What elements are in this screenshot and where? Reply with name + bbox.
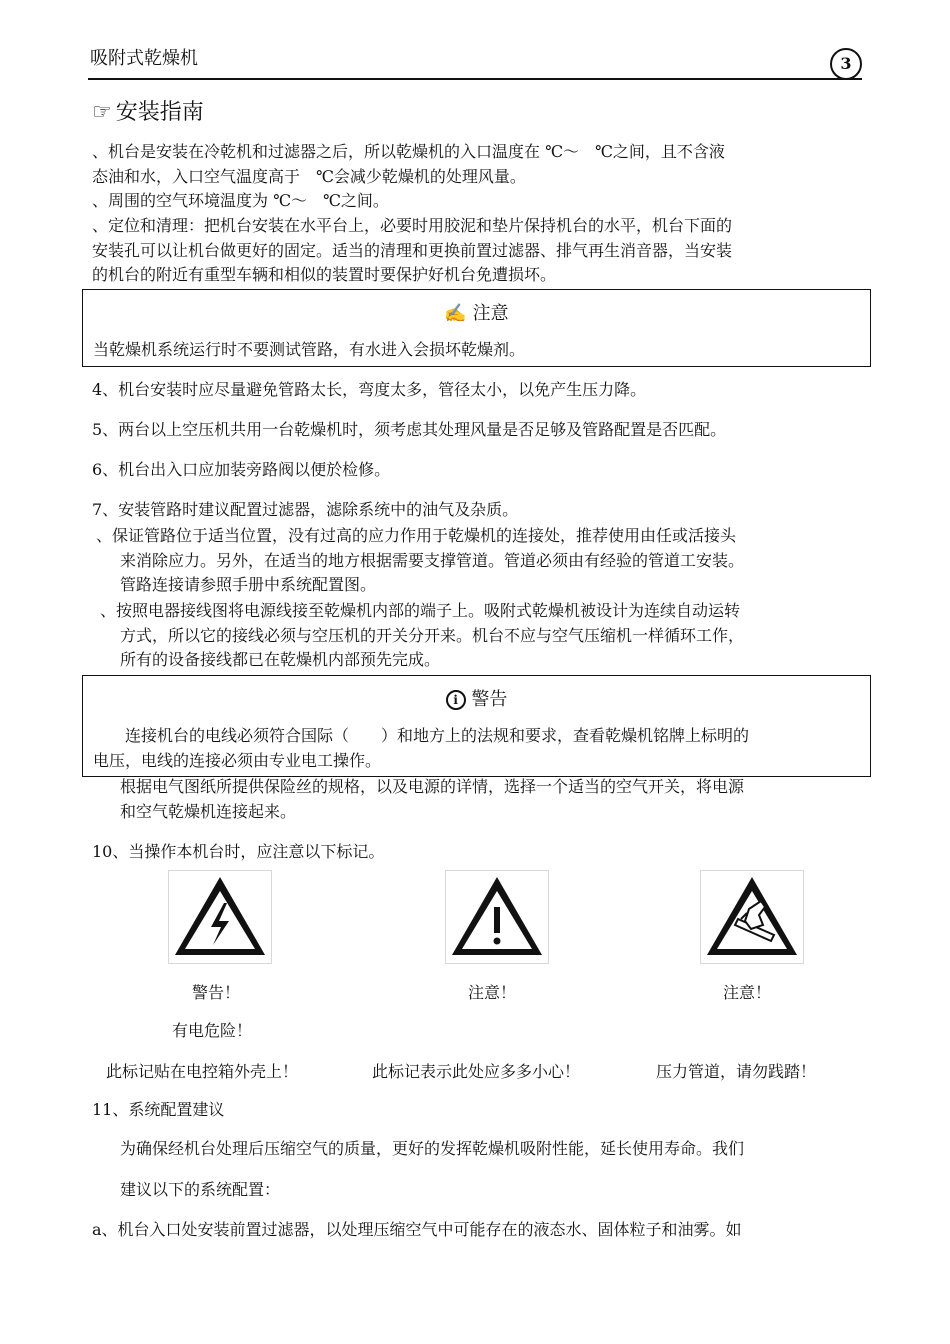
exclamation-warning-icon <box>445 870 549 964</box>
paragraph-1-line-1: 、机台是安装在冷乾机和过滤器之后，所以乾燥机的入口温度在 ℃～ ℃之间，且不含液 <box>92 142 725 161</box>
pointing-hand-icon: ☞ <box>92 100 112 125</box>
paragraph-3 <box>92 214 732 288</box>
section-title-text: 安装指南 <box>115 100 204 125</box>
paragraph-2: 、周围的空气环境温度为 ℃～ ℃之间。 <box>92 191 389 210</box>
paragraph-3-line-2: 安装孔可以让机台做更好的固定。适当的清理和更换前置过滤器、排气再生消音器，当安装 <box>92 240 733 260</box>
item-9 <box>100 599 744 673</box>
item-9-line-1: 、按照电器接线图将电源线接至乾燥机内部的端子上。吸附式乾燥机被设计为连续自动运转 <box>100 601 741 620</box>
paragraph-3-line-3: 的机台的附近有重型车辆和相似的装置时要保护好机台免遭损坏。 <box>92 265 557 284</box>
item-7: 7、安装管路时建议配置过滤器，滤除系统中的油气及杂质。 <box>92 500 519 519</box>
item-9-line-2: 方式，所以它的接线必须与空压机的开关分开来。机台不应与空气压缩机一样循环工作， <box>120 625 745 645</box>
electric-shock-warning-icon <box>168 870 272 964</box>
item-11-line-2: 建议以下的系统配置： <box>120 1180 281 1199</box>
warning-text <box>93 724 749 773</box>
warning-box <box>82 675 871 777</box>
sign-1-caption: 警告！ <box>192 983 241 1002</box>
sign-1-note: 此标记贴在电控箱外壳上！ <box>106 1062 299 1081</box>
sign-2-caption: 注意！ <box>468 983 517 1002</box>
item-10: 10、当操作本机台时，应注意以下标记。 <box>92 842 385 861</box>
sign-2-note: 此标记表示此处应多多小心！ <box>372 1062 581 1081</box>
notice-text: 当乾燥机系统运行时不要测试管路，有水进入会损坏乾燥剂。 <box>93 340 526 359</box>
fuse-paragraph <box>120 775 744 824</box>
paragraph-1-line-2: 态油和水，入口空气温度高于 ℃会减少乾燥机的处理风量。 <box>92 166 526 186</box>
notice-heading <box>83 299 870 325</box>
notice-title: 注意 <box>472 303 509 324</box>
item-8 <box>96 524 744 598</box>
item-4: 4、机台安装时应尽量避免管路太长，弯度太多，管径太小，以免产生压力降。 <box>92 380 647 399</box>
header-divider <box>88 78 862 80</box>
section-title <box>92 95 204 126</box>
fuse-paragraph-line-2: 和空气乾燥机连接起来。 <box>120 801 297 821</box>
item-8-line-1: 、保证管路位于适当位置，没有过高的应力作用于乾燥机的连接处，推荐使用由任或活接头 <box>96 526 737 545</box>
paragraph-1 <box>92 140 725 189</box>
item-11-line-1: 为确保经机台处理后压缩空气的质量，更好的发挥乾燥机吸附性能，延长使用寿命。我们 <box>120 1139 745 1158</box>
writing-hand-icon: ✍ <box>444 303 467 324</box>
item-8-line-3: 管路连接请参照手册中系统配置图。 <box>120 575 377 594</box>
sign-3-note: 压力管道，请勿践踏！ <box>656 1062 817 1081</box>
item-a: a、机台入口处安装前置过滤器，以处理压缩空气中可能存在的液态水、固体粒子和油雾。如 <box>92 1220 742 1239</box>
item-6: 6、机台出入口应加装旁路阀以便於检修。 <box>92 460 391 479</box>
item-5: 5、两台以上空压机共用一台乾燥机时，须考虑其处理风量是否足够及管路配置是否匹配。 <box>92 420 727 439</box>
fuse-paragraph-line-1: 根据电气图纸所提供保险丝的规格，以及电源的详情，选择一个适当的空气开关，将电源 <box>120 777 745 796</box>
item-9-line-3: 所有的设备接线都已在乾燥机内部预先完成。 <box>120 650 441 669</box>
warning-text-line-1: 连接机台的电线必须符合国际（ ）和地方上的法规和要求，查看乾燥机铭牌上标明的 <box>125 726 750 745</box>
header-title: 吸附式乾燥机 <box>90 48 198 69</box>
notice-box <box>82 289 871 367</box>
warning-text-line-2: 电压，电线的连接必须由专业电工操作。 <box>93 750 382 770</box>
page-header <box>90 42 862 78</box>
paragraph-3-line-1: 、定位和清理：把机台安装在水平台上，必要时用胶泥和垫片保持机台的水平，机台下面的 <box>92 216 733 235</box>
warning-heading <box>83 685 870 711</box>
item-8-line-2: 来消除应力。另外，在适当的地方根据需要支撑管道。管道必须由有经验的管道工安装。 <box>120 550 745 570</box>
info-circle-icon: i <box>446 690 466 710</box>
item-11-title: 11、系统配置建议 <box>92 1100 225 1119</box>
page-number-badge: 3 <box>830 48 862 80</box>
sign-3-caption: 注意！ <box>723 983 772 1002</box>
warning-title: 警告 <box>471 689 508 710</box>
sign-1-subcaption: 有电危险！ <box>172 1021 253 1040</box>
no-stepping-pipe-icon <box>700 870 804 964</box>
